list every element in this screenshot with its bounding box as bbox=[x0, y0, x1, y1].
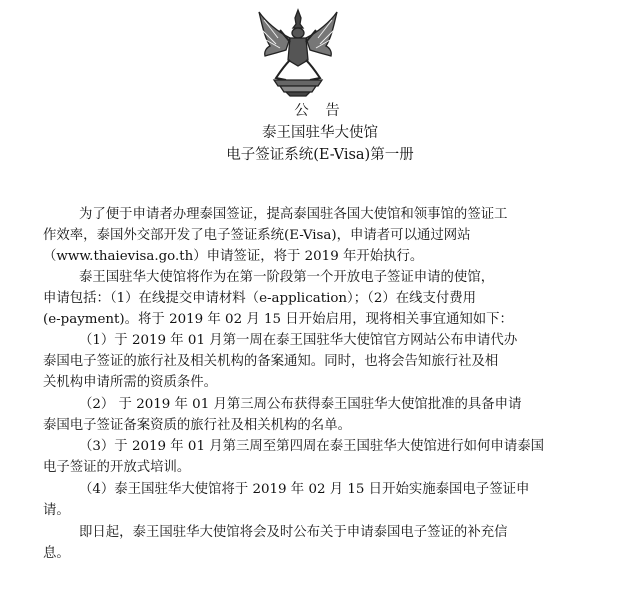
body-line: 申请包括：（1）在线提交申请材料（e-application）；（2）在线支付费用 bbox=[43, 291, 477, 306]
body-line: (e-payment)。将于 2019 年 02 月 15 日开始启用，现将相关事宜通知如下： bbox=[43, 312, 513, 327]
body-line: 泰国电子签证备案资质的旅行社及相关机构的名单。 bbox=[43, 418, 351, 433]
body-line: （1）于 2019 年 01 月第一周在泰王国驻华大使馆官方网站公布申请代办 bbox=[79, 333, 518, 348]
body-line: （4）泰王国驻华大使馆将于 2019 年 02 月 15 日开始实施泰国电子签证申 bbox=[79, 482, 530, 497]
body-line: （2） 于 2019 年 01 月第三周公布获得泰王国驻华大使馆批准的具备申请 bbox=[79, 397, 522, 412]
notice-subtitle: 电子签证系统(E-Visa)第一册 bbox=[226, 147, 414, 163]
body-line: 为了便于申请者办理泰国签证，提高泰国驻各国大使馆和领事馆的签证工 bbox=[79, 207, 508, 222]
body-line: （3）于 2019 年 01 月第三周至第四周在泰王国驻华大使馆进行如何申请泰国 bbox=[79, 439, 544, 454]
notice-title: 公 告 bbox=[294, 103, 346, 119]
body-line: 泰国电子签证的旅行社及相关机构的备案通知。同时，也将会告知旅行社及相 bbox=[43, 354, 499, 369]
body-line: 息。 bbox=[43, 546, 70, 561]
body-line: 泰王国驻华大使馆将作为在第一阶段第一个开放电子签证申请的使馆， bbox=[79, 270, 495, 285]
embassy-name: 泰王国驻华大使馆 bbox=[262, 125, 378, 141]
body-line: 请。 bbox=[43, 503, 70, 518]
body-line: 即日起，泰王国驻华大使馆将会及时公布关于申请泰国电子签证的补充信 bbox=[79, 525, 508, 540]
body-line: 关机构申请所需的资质条件。 bbox=[43, 375, 218, 390]
garuda-emblem bbox=[256, 8, 340, 98]
body-line: （www.thaievisa.go.th）申请签证，将于 2019 年开始执行。 bbox=[43, 249, 424, 264]
body-line: 作效率，泰国外交部开发了电子签证系统(E-Visa)，申请者可以通过网站 bbox=[43, 228, 471, 243]
body-line: 电子签证的开放式培训。 bbox=[43, 460, 191, 475]
